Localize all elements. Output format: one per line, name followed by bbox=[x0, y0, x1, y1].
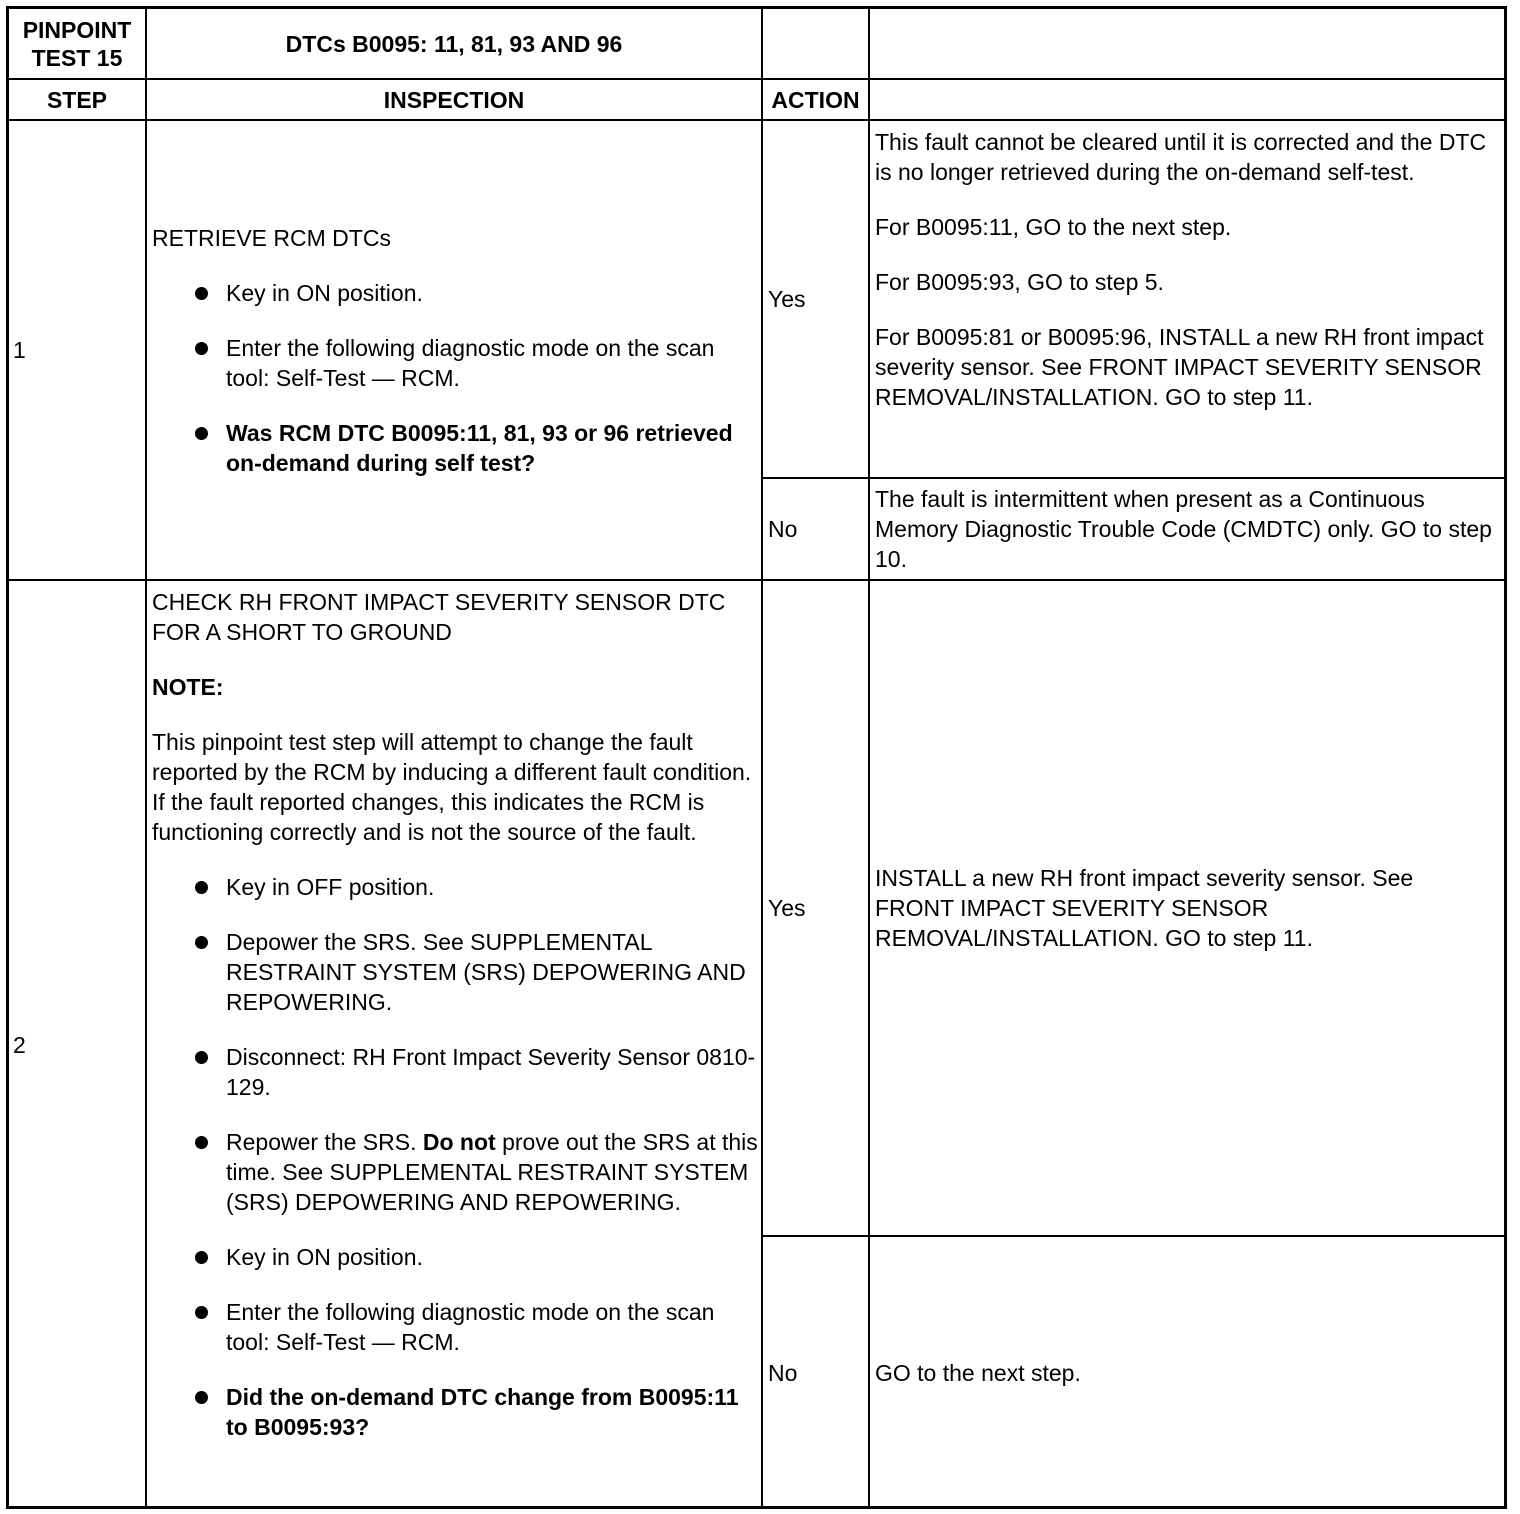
column-divider bbox=[145, 6, 147, 1509]
result-no-cell: The fault is intermittent when present as a Continuous Memory Diagnostic Trouble Code (CMDTC) only. GO to step 10. bbox=[875, 486, 1492, 572]
column-divider bbox=[868, 6, 870, 1509]
result-text: This fault cannot be cleared until it is corrected and the DTC is no longer retrieved during the on-demand self-test. bbox=[875, 129, 1487, 185]
bullet-icon bbox=[195, 1136, 208, 1149]
bullet-icon bbox=[195, 1251, 208, 1264]
note-text: This pinpoint test step will attempt to change the fault reported by the RCM by inducing a different fault condition. If the fault reported changes, this indicates the RCM is functioning correctly and is not the source of the fault. bbox=[152, 729, 752, 845]
result-text: For B0095:11, GO to the next step. bbox=[875, 214, 1232, 240]
inspection-cell bbox=[152, 587, 758, 1505]
bullet-icon bbox=[195, 1306, 208, 1319]
result-text: For B0095:81 or B0095:96, INSTALL a new RH front impact severity sensor. See FRONT IMPACT SEVERITY SENSOR REMOVAL/INSTALLATION. GO to step 11. bbox=[875, 324, 1484, 410]
column-divider bbox=[761, 6, 763, 1509]
bullet-icon bbox=[195, 287, 208, 300]
list-item: Was RCM DTC B0095:11, 81, 93 or 96 retrieved on-demand during self test? bbox=[152, 418, 758, 478]
test-number: TEST 15 bbox=[31, 44, 123, 71]
list-item: Repower the SRS. Do not prove out the SRS at this time. See SUPPLEMENTAL RESTRAINT SYSTEM (SRS) DEPOWERING AND REPOWERING. bbox=[152, 1127, 758, 1217]
list-item: Did the on-demand DTC change from B0095:11 to B0095:93? bbox=[152, 1382, 758, 1442]
action-yes-label: Yes bbox=[768, 286, 806, 312]
column-header-action: ACTION bbox=[771, 86, 860, 113]
result-yes-cell: INSTALL a new RH front impact severity sensor. See FRONT IMPACT SEVERITY SENSOR REMOVAL/INSTALLATION. GO to step 11. bbox=[875, 865, 1414, 951]
step-number: 2 bbox=[13, 1032, 26, 1058]
note-label: NOTE: bbox=[152, 674, 224, 700]
action-yes-label: Yes bbox=[768, 895, 806, 921]
column-header-step: STEP bbox=[46, 86, 108, 113]
pinpoint-line: PINPOINT bbox=[22, 16, 132, 43]
list-item: Key in ON position. bbox=[152, 1242, 758, 1272]
bullet-icon bbox=[195, 1391, 208, 1404]
bullet-icon bbox=[195, 936, 208, 949]
page-title: DTCs B0095: 11, 81, 93 AND 96 bbox=[285, 30, 623, 57]
bullet-icon bbox=[195, 342, 208, 355]
column-header-inspection: INSPECTION bbox=[383, 86, 525, 113]
bullet-icon bbox=[195, 1051, 208, 1064]
step-number: 1 bbox=[13, 337, 26, 363]
step-title: RETRIEVE RCM DTCs bbox=[152, 224, 391, 251]
list-item: Key in OFF position. bbox=[152, 872, 758, 902]
list-item: Depower the SRS. See SUPPLEMENTAL RESTRAINT SYSTEM (SRS) DEPOWERING AND REPOWERING. bbox=[152, 927, 758, 1017]
result-no-cell: GO to the next step. bbox=[875, 1360, 1081, 1386]
inspection-cell bbox=[152, 121, 758, 579]
action-no-label: No bbox=[768, 1360, 798, 1386]
list-item: Key in ON position. bbox=[152, 278, 758, 308]
result-text: For B0095:93, GO to step 5. bbox=[875, 269, 1164, 295]
list-item: Enter the following diagnostic mode on the scan tool: Self-Test — RCM. bbox=[152, 1297, 758, 1357]
list-item: Disconnect: RH Front Impact Severity Sensor 0810-129. bbox=[152, 1042, 758, 1102]
pinpoint-test-label bbox=[9, 9, 145, 78]
result-yes-cell bbox=[875, 127, 1501, 473]
bullet-icon bbox=[195, 427, 208, 440]
bullet-icon bbox=[195, 881, 208, 894]
action-no-label: No bbox=[768, 516, 798, 542]
list-item: Enter the following diagnostic mode on the scan tool: Self-Test — RCM. bbox=[152, 333, 758, 393]
step-title: CHECK RH FRONT IMPACT SEVERITY SENSOR DTC FOR A SHORT TO GROUND bbox=[152, 589, 726, 645]
